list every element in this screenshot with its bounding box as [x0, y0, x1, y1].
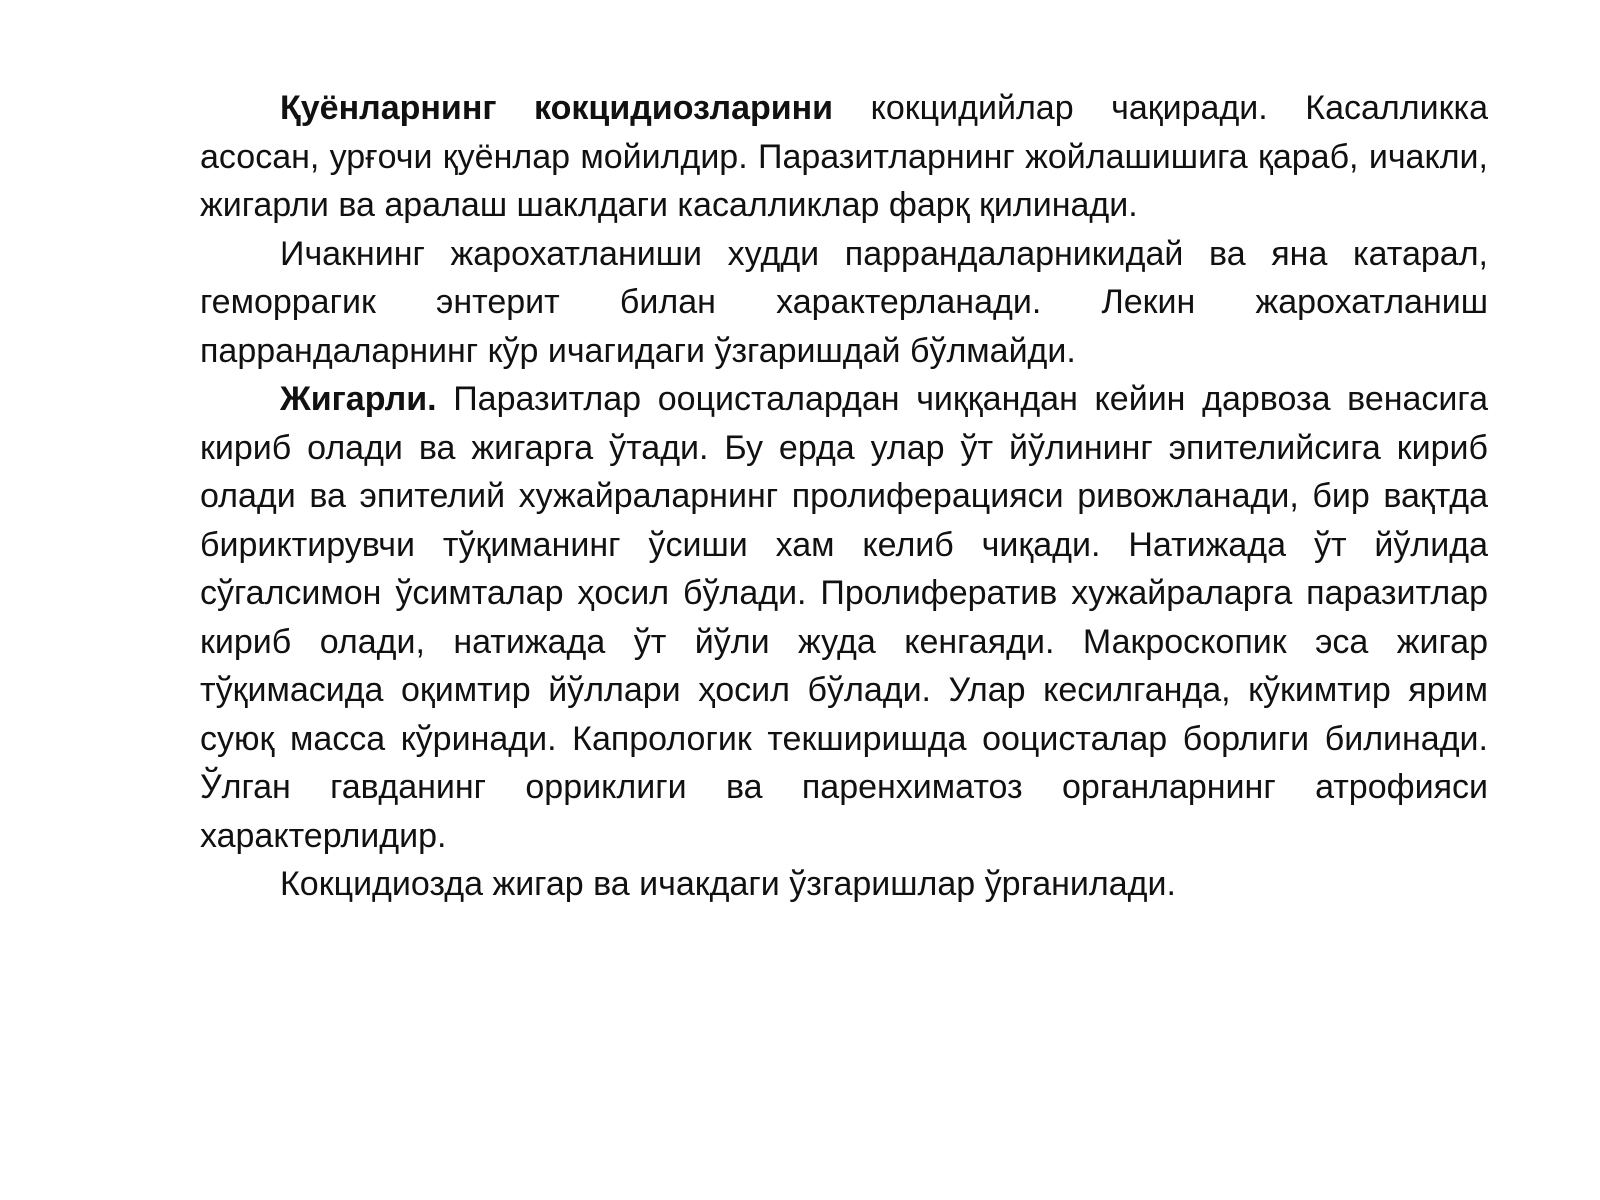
paragraph-hepatic-form [200, 375, 1488, 860]
paragraph-lead-bold: Жигарли. [280, 380, 437, 418]
paragraph-text: Кокцидиозда жигар ва ичакдаги ўзгаришлар ўрганилади. [280, 865, 1176, 903]
paragraph-text: кокцидийлар чақиради. Касалликка асосан, урғочи қуёнлар мойилдир. Паразитларнинг жойлашишига қараб, ичакли, жигарли ва аралаш шаклдаги касалликлар фарқ қилинади. [200, 89, 1488, 224]
paragraph-text: Ичакнинг жарохатланиши худди паррандаларникидай ва яна катарал, геморрагик энтерит билан характерланади. Лекин жарохатланиш паррандаларнинг кўр ичагидаги ўзгаришдай бўлмайди. [200, 234, 1488, 370]
text-body [200, 84, 1488, 909]
paragraph-lead-bold: Қуёнларнинг кокцидиозларини [280, 89, 834, 127]
paragraph-conclusion [200, 860, 1488, 909]
paragraph-intestinal-lesions [200, 230, 1488, 376]
paragraph-rabbit-coccidiosis [200, 84, 1488, 230]
paragraph-text: Паразитлар ооцисталардан чиққандан кейин дарвоза венасига кириб олади ва жигарга ўтади. Бу ерда улар ўт йўлининг эпителийсига кириб олади ва эпителий хужайраларнинг пролиферацияси ривожланади, бир вақтда бириктирувчи тўқиманинг ўсиши хам келиб чиқади. Натижада ўт йўлида сўгалсимон ўсимталар ҳосил бўлади. Пролифератив хужайраларга паразитлар кириб олади, натижада ўт йўли жуда кенгаяди. Макроскопик эса жигар тўқимасида оқимтир йўллари ҳосил бўлади. Улар кесилганда, кўкимтир ярим суюқ масса кўринади. Капрологик текширишда ооцисталар борлиги билинади. Ўлган гавданинг орриклиги ва паренхиматоз органларнинг атрофияси характерлидир. [200, 380, 1488, 855]
